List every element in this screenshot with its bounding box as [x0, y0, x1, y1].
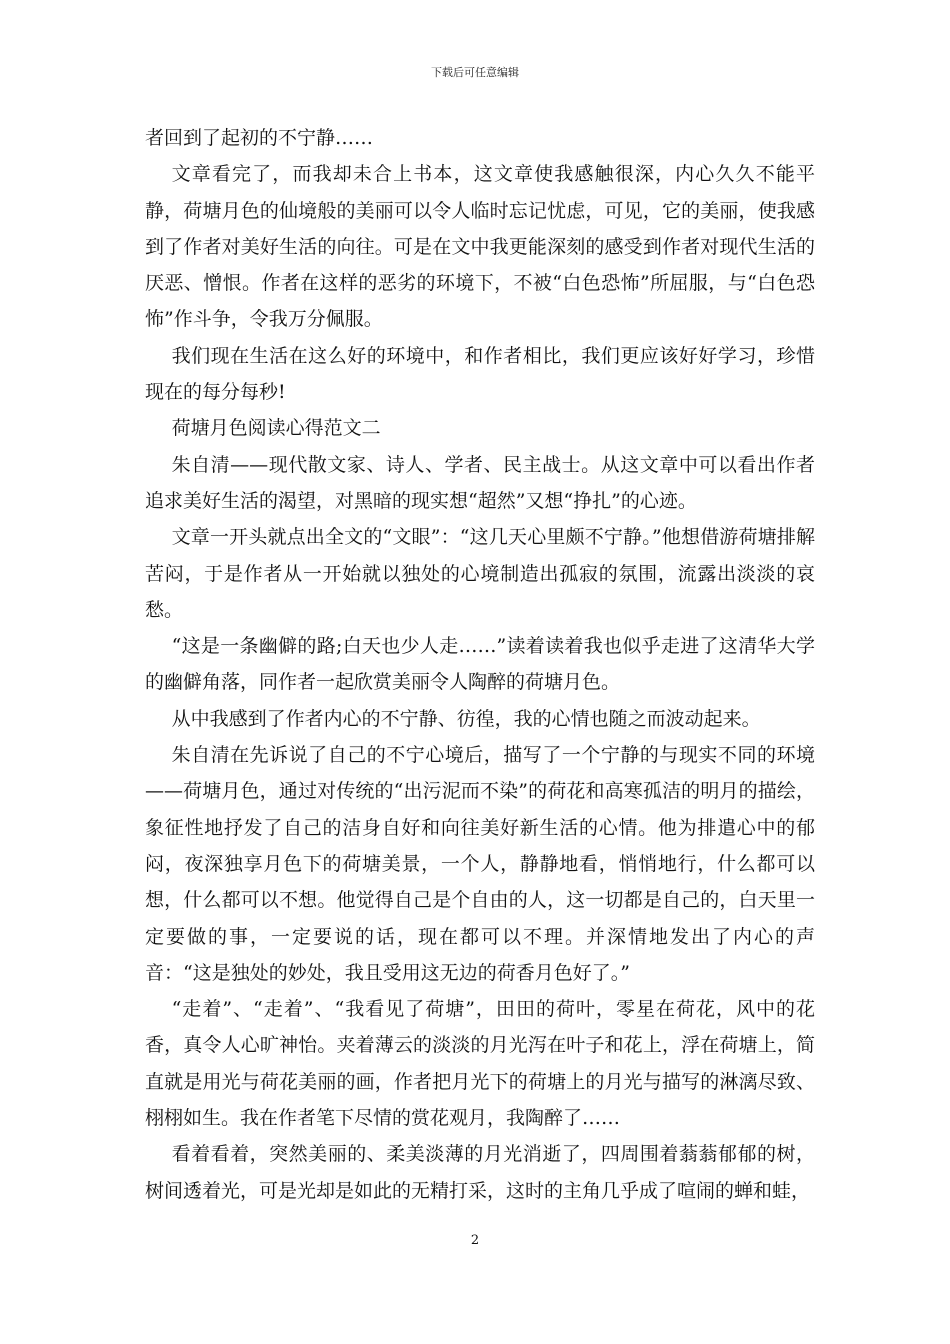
paragraph: 文章看完了，而我却未合上书本，这文章使我感触很深，内心久久不能平静，荷塘月色的仙境般的美丽可以令人临时忘记忧虑，可见，它的美丽，使我感到了作者对美好生活的向往。可是在文中我更能深刻的感受到作者对现代生活的厌恶、憎恨。作者在这样的恶劣的环境下，不被“白色恐怖”所屈服，与“白色恐怖”作斗争，令我万分佩服。	[145, 163, 815, 331]
paragraph: 我们现在生活在这么好的环境中，和作者相比，我们更应该好好学习，珍惜现在的每分每秒!	[145, 344, 815, 404]
page-header: 下载后可任意编辑	[431, 66, 519, 79]
paragraph: 文章一开头就点出全文的“文眼”：“这几天心里颇不宁静。”他想借游荷塘排解苦闷，于是作者从一开始就以独处的心境制造出孤寂的氛围，流露出淡淡的哀愁。	[145, 526, 815, 621]
paragraph: “这是一条幽僻的路;白天也少人走……”读着读着我也似乎走进了这清华大学的幽僻角落，同作者一起欣赏美丽令人陶醉的荷塘月色。	[145, 635, 815, 694]
paragraph: “走着”、“走着”、“我看见了荷塘”，田田的荷叶，零星在荷花，风中的花香，真令人心旷神怡。夹着薄云的淡淡的月光泻在叶子和花上，浮在荷塘上，简直就是用光与荷花美丽的画，作者把月光下的荷塘上的月光与描写的淋漓尽致、栩栩如生。我在作者笔下尽情的赏花观月，我陶醉了……	[145, 998, 815, 1130]
page-number: 2	[470, 1233, 480, 1248]
document-body	[145, 120, 815, 1209]
paragraph: 朱自清——现代散文家、诗人、学者、民主战士。从这文章中可以看出作者追求美好生活的渴望，对黑暗的现实想“超然”又想“挣扎”的心迹。	[145, 453, 815, 512]
paragraph: 看着看着，突然美丽的、柔美淡薄的月光消逝了，四周围着蓊蓊郁郁的树，树间透着光，可是光却是如此的无精打采，这时的主角几乎成了喧闹的蝉和蛙，	[145, 1143, 815, 1202]
section-title: 荷塘月色阅读心得范文二	[171, 417, 381, 440]
paragraph: 从中我感到了作者内心的不宁静、彷徨，我的心情也随之而波动起来。	[171, 707, 761, 730]
paragraph: 者回到了起初的不宁静……	[145, 127, 374, 149]
paragraph: 朱自清在先诉说了自己的不宁心境后，描写了一个宁静的与现实不同的环境——荷塘月色，通过对传统的“出污泥而不染”的荷花和高寒孤洁的明月的描绘，象征性地抒发了自己的洁身自好和向往美好新生活的心情。他为排遣心中的郁闷，夜深独享月色下的荷塘美景，一个人，静静地看，悄悄地行，什么都可以想，什么都可以不想。他觉得自己是个自由的人，这一切都是自己的，白天里一定要做的事，一定要说的话，现在都可以不理。并深情地发出了内心的声音：“这是独处的妙处，我且受用这无边的荷香月色好了。”	[145, 744, 815, 984]
